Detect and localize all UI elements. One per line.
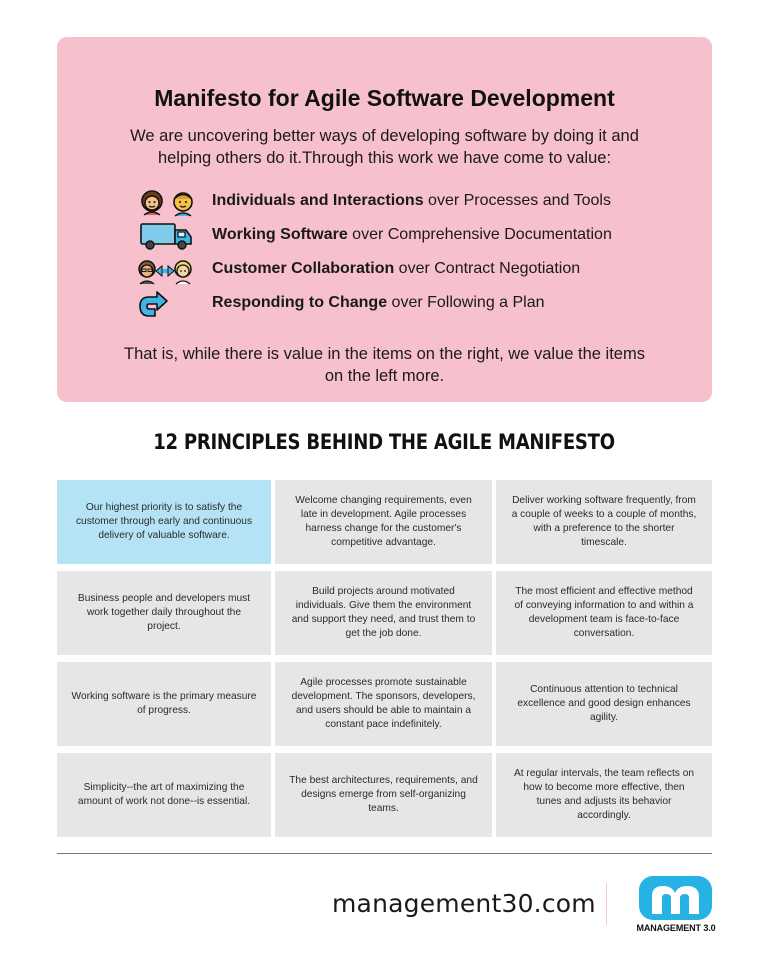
footer-separator (606, 883, 607, 925)
principles-grid (57, 480, 712, 837)
principle-cell: At regular intervals, the team reflects on how to become more effective, then tunes and adjusts its behavior accordingly. (496, 753, 712, 837)
principle-cell: Build projects around motivated individuals. Give them the environment and support they need, and trust them to get the job done. (275, 571, 492, 655)
website-link[interactable]: management30.com (332, 889, 596, 918)
principle-cell: Deliver working software frequently, from a couple of weeks to a couple of months, with a preference to the shorter timescale. (496, 480, 712, 564)
collaboration-icon (137, 255, 209, 285)
values-list (137, 185, 657, 321)
principle-cell: The most efficient and effective method of conveying information to and within a development team is face-to-face conversation. (496, 571, 712, 655)
value-row-customer-collaboration (137, 253, 657, 287)
value-row-individuals (137, 185, 657, 219)
principle-cell: The best architectures, requirements, and designs emerge from self-organizing teams. (275, 753, 492, 837)
value-row-responding-to-change (137, 287, 657, 321)
value-text: Responding to Change over Following a Plan (212, 294, 545, 311)
principles-heading: 12 PRINCIPLES BEHIND THE AGILE MANIFESTO (153, 430, 615, 454)
manifesto-card (57, 37, 712, 402)
value-text: Working Software over Comprehensive Documentation (212, 226, 612, 243)
principle-cell: Simplicity--the art of maximizing the amount of work not done--is essential. (57, 753, 271, 837)
principle-cell: Our highest priority is to satisfy the customer through early and continuous delivery of valuable software. (57, 480, 271, 564)
value-text: Customer Collaboration over Contract Negotiation (212, 260, 581, 277)
value-text: Individuals and Interactions over Processes and Tools (212, 192, 611, 209)
footer-divider (57, 853, 712, 854)
truck-icon (137, 221, 209, 251)
management30-logo-icon (639, 876, 712, 920)
manifesto-outro: That is, while there is value in the items on the right, we value the items on the left more. (124, 345, 645, 385)
manifesto-title: Manifesto for Agile Software Development (154, 85, 615, 111)
principle-cell: Business people and developers must work together daily throughout the project. (57, 571, 271, 655)
logo-wordmark: MANAGEMENT 3.0 (636, 923, 716, 933)
value-row-working-software (137, 219, 657, 253)
people-icon (137, 187, 209, 217)
principle-cell: Agile processes promote sustainable development. The sponsors, developers, and users should be able to maintain a constant pace indefinitely. (275, 662, 492, 746)
principle-cell: Working software is the primary measure of progress. (57, 662, 271, 746)
principle-cell: Welcome changing requirements, even late in development. Agile processes harness change for the customer's competitive advantage. (275, 480, 492, 564)
manifesto-intro: We are uncovering better ways of developing software by doing it and helping others do it.Through this work we have come to value: (130, 127, 639, 167)
principle-cell: Continuous attention to technical excellence and good design enhances agility. (496, 662, 712, 746)
turn-arrow-icon (137, 289, 209, 319)
